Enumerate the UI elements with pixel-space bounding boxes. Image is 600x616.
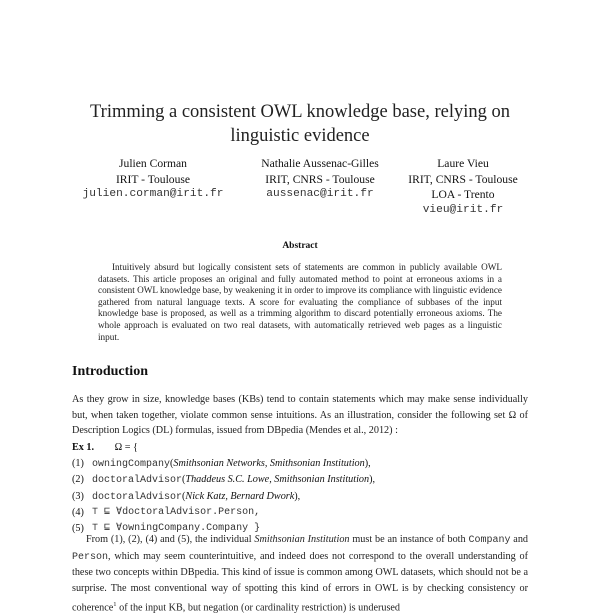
intro-paragraph: As they grow in size, knowledge bases (KBs) tend to contain statements which may make sense individually but, when taken together, violate common sense intuitions. As an illustration, consider the following set Ω of Description Logics (DL) formulas, issued from DBpedia (Mendes et al., 2012) : [72,394,528,437]
author-email[interactable]: aussenac@irit.fr [266,188,374,200]
example-header [72,440,528,456]
author-affiliation-2: LOA - Trento [431,188,495,201]
author-affiliation: IRIT, CNRS - Toulouse [265,172,375,186]
example-row: (4) ⊤ ⊑ ∀doctoralAdvisor.Person, [72,507,261,518]
example-row: (2) doctoralAdvisor(Thaddeus S.C. Lowe, Smithsonian Institution), [72,474,376,486]
author-email[interactable]: julien.corman@irit.fr [82,188,224,200]
paper-title: Trimming a consistent OWL knowledge base, relying on linguistic evidence [90,102,510,146]
example-label: Ex 1. [72,442,95,453]
author-email[interactable]: vieu@irit.fr [422,203,504,216]
author-affiliation: IRIT - Toulouse [115,172,191,186]
example-row: (5) ⊤ ⊑ ∀owningCompany.Company } [72,522,261,534]
author-name: Laure Vieu [437,157,489,170]
author-affiliation: IRIT, CNRS - Toulouse [408,172,518,186]
author-name: Julien Corman [119,157,187,170]
example-set-open: Ω = { [114,442,138,453]
footnote-marker[interactable]: 1 [113,600,117,608]
abstract-text: Intuitively absurd but logically consistent sets of statements are common in publicly available OWL datasets. This article proposes an original and fully automated method to point at erroneous axioms in a consistent OWL knowledge base, by weakening it in order to improve its compliance with linguistic evidence gathered from natural language texts. A score for evaluating the compliance of subbases of the input knowledge base is proposed, as well as a trimming algorithm to discard potentially erroneous axioms. The whole approach is evaluated on two real datasets, with automatically retrieved web pages as a linguistic input. [98,262,502,342]
author-name: Nathalie Aussenac-Gilles [261,157,379,170]
abstract-heading: Abstract [282,241,318,251]
author-block [246,156,394,203]
author-block [398,156,528,218]
example-row: (1) owningCompany(Smithsonian Networks, Smithsonian Institution), [72,457,371,470]
body-paragraph: From (1), (2), (4) and (5), the individual Smithsonian Institution must be an instance of both Company and Person, which may seem counterintuitive, and indeed does not correspond to the overall understanding of these two concepts within DBpedia. This kind of issue is common among OWL datasets, which should not be a surprise. The most conventional way of spotting this kind of errors in OWL is by checking consistency or coherence$^1$ of the input KB, but negation (or cardinality restriction) is underused [72,534,529,614]
section-heading: Introduction [72,364,148,379]
example-row: (3) doctoralAdvisor(Nick Katz, Bernard Dwork), [72,490,301,503]
author-block [68,156,238,203]
example-block [72,440,528,536]
